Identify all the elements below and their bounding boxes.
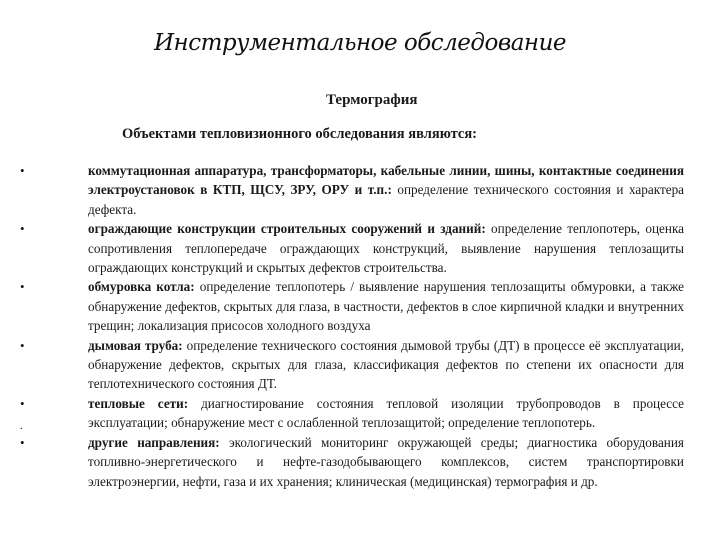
list-item (20, 433, 684, 491)
list-item-text: определение технического состояния и характера дефекта. (88, 182, 685, 217)
list-item-text: определение технического состояния дымовой трубы (ДТ) в процессе её эксплуатации, обнаружение дефектов, скрытых для глаза, классификация дефектов по степени их опасности для теплотехнического состояния ДТ. (88, 337, 684, 392)
list-item (20, 161, 684, 219)
list-item (20, 277, 684, 335)
list-item-text: экологический мониторинг окружающей среды; диагностика оборудования топливно-энергетического и нефте-газодобывающего комплексов, систем транспортировки электроэнергии, нефти, газа и их хранения; клиническая (медицинская) термография и др. (88, 434, 684, 489)
list-item-head: дымовая труба: (88, 337, 183, 353)
stray-mark: . (20, 420, 23, 432)
bullet-icon: • (20, 395, 25, 411)
list-item (20, 336, 684, 394)
bullet-icon: • (20, 337, 25, 353)
list-item-head: другие направления: (88, 434, 220, 450)
list-item-head: коммутационная аппаратура, трансформаторы, кабельные линии, шины, контактные соединения электроустановок в КТП, ЩСУ, ЗРУ, ОРУ и т.п.: (88, 163, 684, 198)
list-item-text: определение теплопотерь / выявление нарушения теплозащиты обмуровки, а также обнаружение дефектов, скрытых для глаза, в частности, дефектов в слое кирпичной кладки и внутренних трещин; локализация присосов холодного воздуха (88, 279, 685, 334)
intro-heading: Объектами тепловизионного обследования являются: (122, 126, 477, 142)
list-item-head: ограждающие конструкции строительных сооружений и зданий: (88, 221, 486, 237)
list-item (20, 394, 684, 433)
list-item-head: обмуровка котла: (88, 279, 195, 295)
bullet-icon: • (20, 221, 25, 237)
bullet-icon: • (20, 279, 25, 295)
objects-list (20, 161, 684, 491)
list-item-head: тепловые сети: (88, 395, 189, 411)
bullet-icon: • (20, 163, 25, 178)
list-item-text: диагностирование состояния тепловой изоляции трубопроводов в процессе эксплуатации; обнаружение мест с ослабленной теплозащитой; определение теплопотерь. (88, 395, 684, 431)
page-title: Инструментальное обследование (153, 30, 567, 56)
list-item (20, 219, 684, 277)
section-subtitle: Термография (326, 92, 418, 108)
bullet-icon: • (20, 434, 25, 450)
list-item-text: определение теплопотерь, оценка сопротивления теплопередаче ограждающих конструкций, выявление нарушения теплозащиты ограждающих конструкций и скрытых дефектов строительства. (88, 221, 685, 276)
